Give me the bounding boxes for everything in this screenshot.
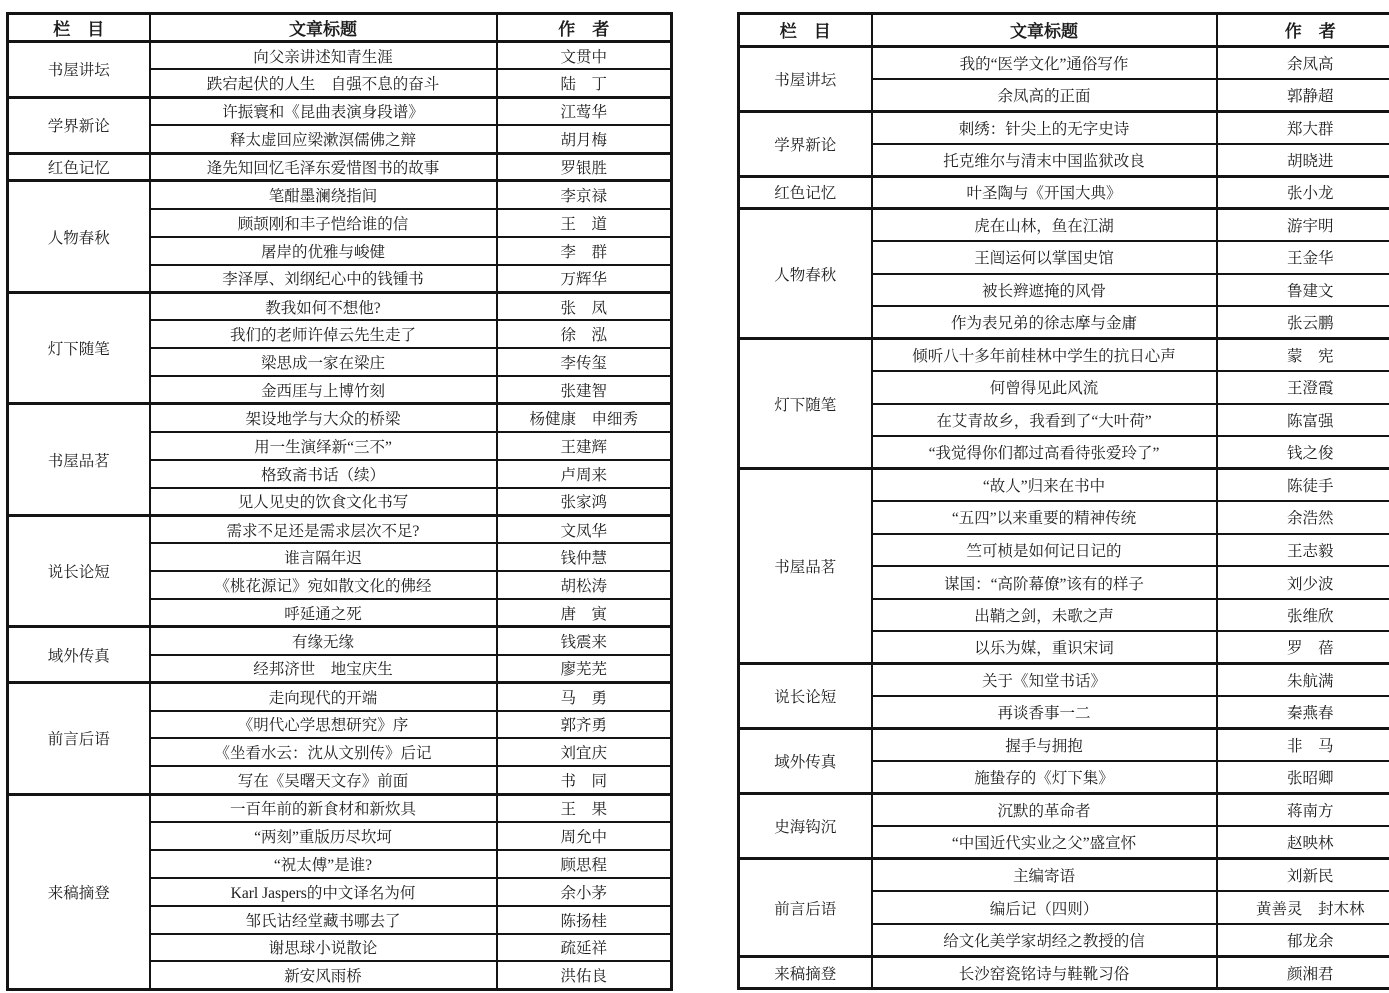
author-cell: 郭齐勇 [497,711,672,739]
table-row [8,181,672,209]
category-cell: 史海钩沉 [739,794,872,859]
table-row [8,97,672,125]
author-cell: 唐 寅 [497,599,672,627]
author-cell: 鲁建文 [1217,274,1389,307]
article-title-cell: 我的“医学文化”通俗写作 [872,46,1217,79]
author-cell: 胡月梅 [497,125,672,153]
article-title-cell: “故人”归来在书中 [872,469,1217,502]
author-cell: 张维欣 [1217,599,1389,632]
author-cell: 蒋南方 [1217,794,1389,827]
column-header-author: 作 者 [1217,14,1389,47]
author-cell: 胡晓进 [1217,144,1389,177]
author-cell: 余小茅 [497,878,672,906]
article-title-cell: “中国近代实业之父”盛宣怀 [872,826,1217,859]
article-title-cell: 虎在山林，鱼在江湖 [872,209,1217,242]
author-cell: 文贯中 [497,42,672,70]
article-title-cell: 叶圣陶与《开国大典》 [872,176,1217,209]
author-cell: 王志毅 [1217,534,1389,567]
article-title-cell: 《桃花源记》宛如散文化的佛经 [150,571,497,599]
article-title-cell: 托克维尔与清末中国监狱改良 [872,144,1217,177]
article-title-cell: 有缘无缘 [150,627,497,655]
table-row [739,111,1389,144]
article-title-cell: 一百年前的新食材和新炊具 [150,794,497,822]
author-cell: 游宇明 [1217,209,1389,242]
table-row [8,42,672,70]
article-title-cell: 李泽厚、刘纲纪心中的钱锺书 [150,265,497,293]
column-header-title: 文章标题 [872,14,1217,47]
category-cell: 书屋品茗 [739,469,872,664]
author-cell: 廖芜芜 [497,655,672,683]
author-cell: 钱仲慧 [497,543,672,571]
article-title-cell: 《明代心学思想研究》序 [150,711,497,739]
article-title-cell: Karl Jaspers的中文译名为何 [150,878,497,906]
article-title-cell: 教我如何不想他? [150,292,497,320]
author-cell: 王澄霞 [1217,371,1389,404]
author-cell: 张家鸿 [497,488,672,516]
article-title-cell: “五四”以来重要的精神传统 [872,501,1217,534]
column-header-title: 文章标题 [150,14,497,42]
table-row [739,859,1389,892]
toc-table-right [737,12,1389,990]
article-title-cell: 架设地学与大众的桥梁 [150,404,497,432]
category-cell: 书屋讲坛 [8,42,150,98]
author-cell: 陈富强 [1217,404,1389,437]
category-cell: 人物春秋 [739,209,872,339]
author-cell: 书 同 [497,766,672,794]
column-header-category: 栏 目 [8,14,150,42]
article-title-cell: 见人见史的饮食文化书写 [150,488,497,516]
category-cell: 前言后语 [739,859,872,957]
article-title-cell: 倾听八十多年前桂林中学生的抗日心声 [872,339,1217,372]
article-title-cell: “我觉得你们都过高看待张爱玲了” [872,436,1217,469]
article-title-cell: 向父亲讲述知青生涯 [150,42,497,70]
article-title-cell: 顾颉刚和丰子恺给谁的信 [150,209,497,237]
table-row [739,729,1389,762]
author-cell: 文凤华 [497,515,672,543]
article-title-cell: “祝太傅”是谁? [150,850,497,878]
article-title-cell: 以乐为媒，重识宋词 [872,631,1217,664]
article-title-cell: 格致斋书话（续） [150,460,497,488]
table-row [739,469,1389,502]
table-row [8,683,672,711]
author-cell: 周允中 [497,822,672,850]
category-cell: 灯下随笔 [8,292,150,404]
article-title-cell: 新安风雨桥 [150,961,497,989]
table-row [739,956,1389,989]
article-title-cell: 何曾得见此风流 [872,371,1217,404]
author-cell: 蒙 宪 [1217,339,1389,372]
article-title-cell: 谋国：“高阶幕僚”该有的样子 [872,566,1217,599]
table-row [739,664,1389,697]
author-cell: 秦燕春 [1217,696,1389,729]
article-title-cell: 长沙窑瓷铭诗与鞋靴习俗 [872,956,1217,989]
author-cell: 黄善灵 封木林 [1217,891,1389,924]
author-cell: 万辉华 [497,265,672,293]
column-header-author: 作 者 [497,14,672,42]
author-cell: 张建智 [497,376,672,404]
author-cell: 钱震来 [497,627,672,655]
author-cell: 郭静超 [1217,79,1389,112]
toc-table-right-wrap [737,12,1389,990]
author-cell: 刘宜庆 [497,738,672,766]
author-cell: 王 果 [497,794,672,822]
article-title-cell: 梁思成一家在梁庄 [150,348,497,376]
author-cell: 郁龙余 [1217,924,1389,957]
article-title-cell: 释太虚回应梁漱溟儒佛之辩 [150,125,497,153]
article-title-cell: 我们的老师许倬云先生走了 [150,320,497,348]
toc-table-left-wrap [6,12,672,991]
article-title-cell: 经邦济世 地宝庆生 [150,655,497,683]
author-cell: 王金华 [1217,241,1389,274]
article-title-cell: 谢思球小说散论 [150,934,497,962]
category-cell: 学界新论 [739,111,872,176]
article-title-cell: 刺绣：针尖上的无字史诗 [872,111,1217,144]
author-cell: 余浩然 [1217,501,1389,534]
author-cell: 张小龙 [1217,176,1389,209]
author-cell: 罗 蓓 [1217,631,1389,664]
author-cell: 顾思程 [497,850,672,878]
header-row [739,14,1389,47]
table-row [8,404,672,432]
article-title-cell: 邹氏诂经堂藏书哪去了 [150,906,497,934]
author-cell: 颜湘君 [1217,956,1389,989]
author-cell: 江莺华 [497,97,672,125]
table-row [8,794,672,822]
author-cell: 李传玺 [497,348,672,376]
article-title-cell: 再谈香事一二 [872,696,1217,729]
article-title-cell: 金西厓与上博竹刻 [150,376,497,404]
author-cell: 李京禄 [497,181,672,209]
table-row [739,176,1389,209]
category-cell: 书屋品茗 [8,404,150,516]
article-title-cell: 编后记（四则） [872,891,1217,924]
author-cell: 朱航满 [1217,664,1389,697]
article-title-cell: 出鞘之剑，未歌之声 [872,599,1217,632]
category-cell: 灯下随笔 [739,339,872,469]
author-cell: 徐 泓 [497,320,672,348]
article-title-cell: 《坐看水云：沈从文别传》后记 [150,738,497,766]
author-cell: 郑大群 [1217,111,1389,144]
article-title-cell: 被长辫遮掩的风骨 [872,274,1217,307]
table-row [739,209,1389,242]
author-cell: 赵映林 [1217,826,1389,859]
article-title-cell: 主编寄语 [872,859,1217,892]
table-row [739,46,1389,79]
author-cell: 张云鹏 [1217,306,1389,339]
article-title-cell: 沉默的革命者 [872,794,1217,827]
article-title-cell: 王闿运何以掌国史馆 [872,241,1217,274]
table-row [739,339,1389,372]
article-title-cell: 许振寰和《昆曲表演身段谱》 [150,97,497,125]
author-cell: 陈扬桂 [497,906,672,934]
table-row [8,153,672,181]
author-cell: 马 勇 [497,683,672,711]
article-title-cell: 跌宕起伏的人生 自强不息的奋斗 [150,69,497,97]
article-title-cell: 用一生演绎新“三不” [150,432,497,460]
author-cell: 王 道 [497,209,672,237]
category-cell: 书屋讲坛 [739,46,872,111]
toc-table-left [6,12,673,991]
category-cell: 红色记忆 [739,176,872,209]
category-cell: 来稿摘登 [8,794,150,989]
article-title-cell: 逄先知回忆毛泽东爱惜图书的故事 [150,153,497,181]
category-cell: 学界新论 [8,97,150,153]
table-row [8,627,672,655]
article-title-cell: 竺可桢是如何记日记的 [872,534,1217,567]
article-title-cell: 呼延通之死 [150,599,497,627]
article-title-cell: 写在《吴曙天文存》前面 [150,766,497,794]
author-cell: 王建辉 [497,432,672,460]
table-row [8,515,672,543]
author-cell: 刘新民 [1217,859,1389,892]
author-cell: 刘少波 [1217,566,1389,599]
author-cell: 非 马 [1217,729,1389,762]
article-title-cell: 给文化美学家胡经之教授的信 [872,924,1217,957]
column-header-category: 栏 目 [739,14,872,47]
article-title-cell: 屠岸的优雅与峻健 [150,237,497,265]
category-cell: 说长论短 [8,515,150,627]
article-title-cell: 需求不足还是需求层次不足? [150,515,497,543]
category-cell: 域外传真 [8,627,150,683]
author-cell: 钱之俊 [1217,436,1389,469]
author-cell: 洪佑良 [497,961,672,989]
article-title-cell: 作为表兄弟的徐志摩与金庸 [872,306,1217,339]
article-title-cell: 握手与拥抱 [872,729,1217,762]
category-cell: 域外传真 [739,729,872,794]
author-cell: 卢周来 [497,460,672,488]
article-title-cell: “两刻”重版历尽坎坷 [150,822,497,850]
article-title-cell: 关于《知堂书话》 [872,664,1217,697]
table-row [739,794,1389,827]
author-cell: 余凤高 [1217,46,1389,79]
article-title-cell: 施蛰存的《灯下集》 [872,761,1217,794]
author-cell: 陈徒手 [1217,469,1389,502]
author-cell: 杨健康 申细秀 [497,404,672,432]
article-title-cell: 笔酣墨澜绕指间 [150,181,497,209]
article-title-cell: 走向现代的开端 [150,683,497,711]
category-cell: 红色记忆 [8,153,150,181]
author-cell: 疏延祥 [497,934,672,962]
category-cell: 人物春秋 [8,181,150,293]
author-cell: 陆 丁 [497,69,672,97]
category-cell: 说长论短 [739,664,872,729]
category-cell: 来稿摘登 [739,956,872,989]
author-cell: 罗银胜 [497,153,672,181]
author-cell: 张昭卿 [1217,761,1389,794]
header-row [8,14,672,42]
article-title-cell: 在艾青故乡，我看到了“大叶荷” [872,404,1217,437]
author-cell: 李 群 [497,237,672,265]
category-cell: 前言后语 [8,683,150,795]
author-cell: 张 凤 [497,292,672,320]
table-row [8,292,672,320]
article-title-cell: 余凤高的正面 [872,79,1217,112]
article-title-cell: 谁言隔年迟 [150,543,497,571]
author-cell: 胡松涛 [497,571,672,599]
